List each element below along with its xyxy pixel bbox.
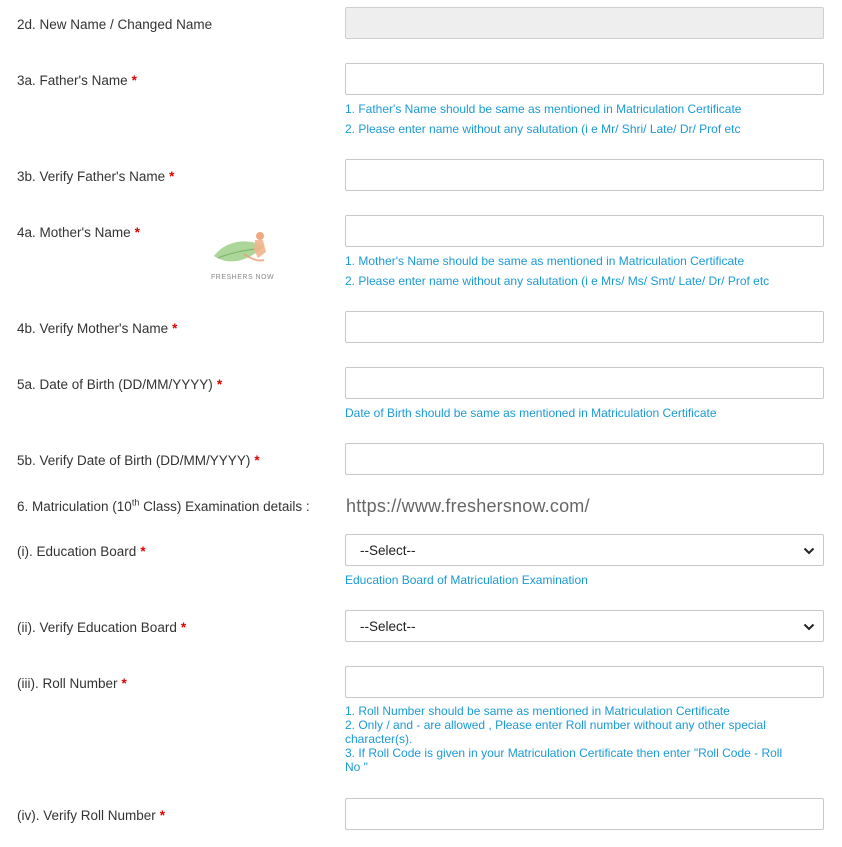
- verify-mother-name-label: 4b. Verify Mother's Name *: [17, 321, 178, 336]
- matriculation-section-heading: 6. Matriculation (10th Class) Examination details :: [17, 497, 310, 514]
- leaf-logo-icon: [208, 228, 274, 274]
- required-mark: *: [216, 377, 223, 392]
- dob-label: 5a. Date of Birth (DD/MM/YYYY) *: [17, 377, 223, 392]
- required-mark: *: [180, 620, 187, 635]
- father-name-hint: 1. Father's Name should be same as mentioned in Matriculation Certificate 2. Please enter name without any salutation (i e Mr/ Shri/ Late/ Dr/ Prof etc: [345, 102, 742, 136]
- new-name-input: [345, 7, 824, 39]
- verify-roll-number-label: (iv). Verify Roll Number *: [17, 808, 166, 823]
- mother-name-label: 4a. Mother's Name *: [17, 225, 140, 240]
- required-mark: *: [134, 225, 140, 240]
- mother-name-input[interactable]: [345, 215, 824, 247]
- new-name-label: 2d. New Name / Changed Name: [17, 17, 213, 32]
- education-board-select[interactable]: [345, 534, 824, 566]
- roll-number-input[interactable]: [345, 666, 824, 698]
- father-name-input[interactable]: [345, 63, 824, 95]
- verify-roll-number-input[interactable]: [345, 798, 824, 830]
- verify-education-board-select[interactable]: [345, 610, 824, 642]
- dob-input[interactable]: [345, 367, 824, 399]
- verify-education-board-label: (ii). Verify Education Board *: [17, 620, 187, 635]
- education-board-selected: --Select--: [360, 543, 416, 558]
- roll-number-hint: 1. Roll Number should be same as mentioned in Matriculation Certificate 2. Only / and - are allowed , Please enter Roll number without any other special character(s). 3. If Roll Code is given in your Matriculation Certificate then enter "Roll Code - Roll No ": [345, 704, 783, 774]
- verify-father-name-input[interactable]: [345, 159, 824, 191]
- freshers-now-logo: [208, 228, 274, 286]
- chevron-down-icon: [803, 622, 815, 632]
- required-mark: *: [121, 676, 127, 691]
- watermark-url: https://www.freshersnow.com/: [346, 496, 590, 516]
- education-board-label: (i). Education Board *: [17, 544, 146, 559]
- required-mark: *: [169, 169, 175, 184]
- mother-name-hint: 1. Mother's Name should be same as mentioned in Matriculation Certificate 2. Please enter name without any salutation (i e Mrs/ Ms/ Smt/ Late/ Dr/ Prof etc: [345, 254, 770, 288]
- chevron-down-icon: [803, 546, 815, 556]
- logo-text: FRESHERS NOW: [211, 274, 275, 281]
- dob-hint: Date of Birth should be same as mentioned in Matriculation Certificate: [345, 406, 717, 420]
- roll-number-label: (iii). Roll Number *: [17, 676, 127, 691]
- verify-father-name-label: 3b. Verify Father's Name *: [17, 169, 175, 184]
- required-mark: *: [140, 544, 146, 559]
- verify-dob-label: 5b. Verify Date of Birth (DD/MM/YYYY) *: [17, 453, 260, 468]
- verify-education-board-selected: --Select--: [360, 619, 416, 634]
- father-name-label: 3a. Father's Name *: [17, 73, 137, 88]
- required-mark: *: [172, 321, 178, 336]
- required-mark: *: [159, 808, 166, 823]
- verify-mother-name-input[interactable]: [345, 311, 824, 343]
- required-mark: *: [131, 73, 137, 88]
- verify-dob-input[interactable]: [345, 443, 824, 475]
- education-board-hint: Education Board of Matriculation Examination: [345, 573, 588, 587]
- required-mark: *: [254, 453, 260, 468]
